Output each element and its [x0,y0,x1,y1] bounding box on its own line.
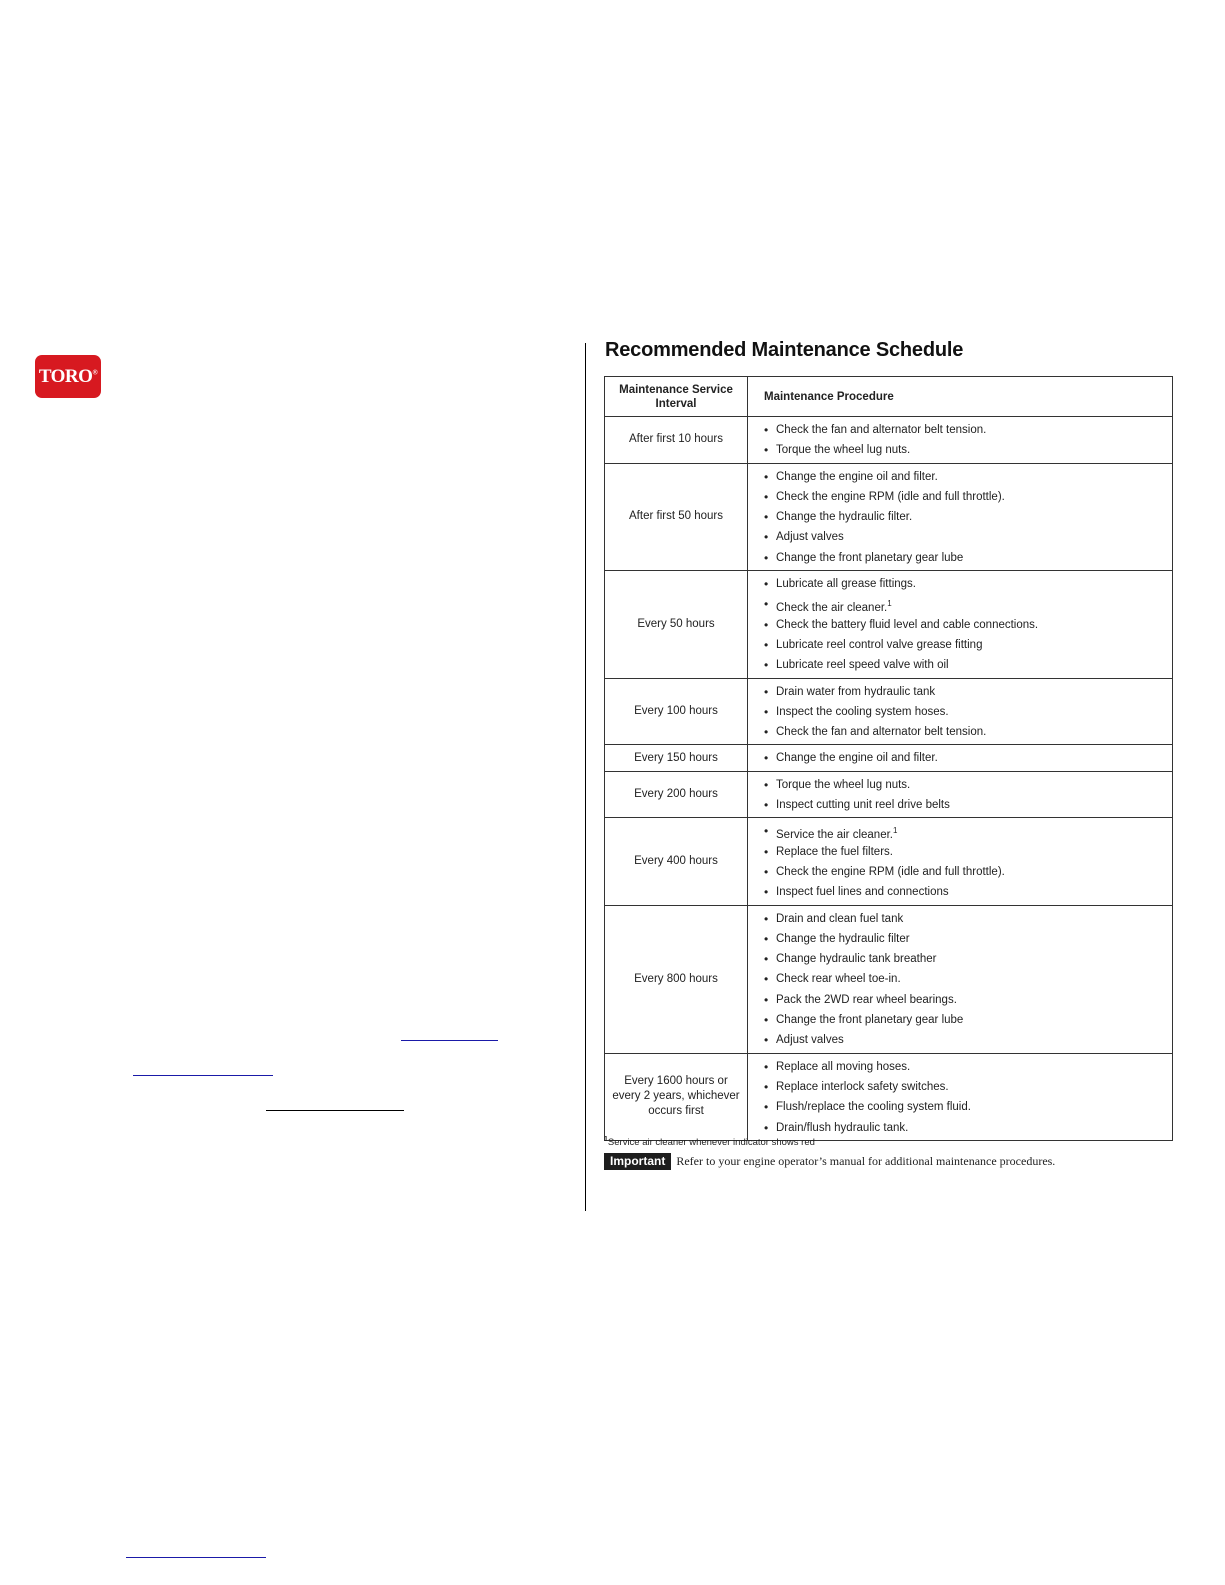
list-item [748,467,1172,487]
interval-cell: Every 200 hours [605,771,748,818]
list-item [748,969,1172,989]
interval-cell: After first 50 hours [605,463,748,570]
procedure-text: Change the hydraulic filter [776,932,910,945]
table-row [605,571,1173,678]
procedure-text: Torque the wheel lug nuts. [776,444,911,457]
list-item [748,1097,1172,1117]
page-title: Recommended Maintenance Schedule [605,339,964,361]
procedure-cell [748,417,1173,464]
procedure-cell [748,905,1173,1053]
interval-cell: Every 150 hours [605,745,748,771]
important-badge: Important [604,1153,671,1170]
procedure-list [748,1057,1172,1138]
procedure-text: Replace interlock safety switches. [776,1080,949,1093]
procedure-text: Drain and clean fuel tank [776,912,904,925]
procedure-list [748,574,1172,675]
list-item [748,487,1172,507]
procedure-text: Drain water from hydraulic tank [776,685,936,698]
procedure-text: Lubricate reel control valve grease fitting [776,638,983,651]
procedure-text: Lubricate all grease fittings. [776,578,916,591]
blank-underline [266,1110,404,1111]
header-procedure: Maintenance Procedure [748,377,1173,417]
list-item [748,615,1172,635]
list-item [748,548,1172,568]
column-divider [585,343,586,1211]
list-item [748,842,1172,862]
list-item [748,1030,1172,1050]
list-item [748,1077,1172,1097]
footnote-ref: 1 [887,599,892,609]
list-item [748,507,1172,527]
procedure-text: Replace all moving hoses. [776,1060,911,1073]
table-row [605,818,1173,905]
footnote-ref: 1 [892,826,898,836]
procedure-text: Change the front planetary gear lube [776,551,964,564]
list-item [748,748,1172,768]
procedure-text: Check the fan and alternator belt tension. [776,424,987,436]
list-item [748,440,1172,460]
procedure-text: Drain/flush hydraulic tank. [776,1121,909,1134]
blank-link-3[interactable] [126,1557,266,1558]
list-item [748,821,1172,841]
procedure-text: Change hydraulic tank breather [776,953,937,966]
procedure-text: Adjust valves [776,531,844,544]
list-item [748,1118,1172,1138]
procedure-text: Inspect cutting unit reel drive belts [776,799,950,812]
table-row [605,745,1173,771]
procedure-cell [748,571,1173,678]
table-header-row [605,377,1173,417]
procedure-cell [748,678,1173,745]
list-item [748,949,1172,969]
list-item [748,655,1172,675]
table-row [605,417,1173,464]
interval-cell: Every 100 hours [605,678,748,745]
procedure-text: Check the battery fluid level and cable connections. [776,618,1039,631]
blank-link-1[interactable] [401,1040,498,1041]
list-item [748,990,1172,1010]
logo-text: TORO® [38,365,98,387]
important-text: Refer to your engine operator’s manual for additional maintenance procedures. [676,1154,1056,1168]
procedure-cell [748,771,1173,818]
interval-cell: After first 10 hours [605,417,748,464]
procedure-text: Check rear wheel toe-in. [776,973,901,986]
list-item [748,795,1172,815]
procedure-list [748,821,1172,902]
procedure-text: Torque the wheel lug nuts. [776,778,911,791]
procedure-text: Adjust valves [776,1034,844,1047]
procedure-text: Service the air cleaner. [776,829,893,842]
interval-cell: Every 1600 hours or every 2 years, whichever occurs first [605,1053,748,1140]
table-row [605,905,1173,1053]
procedure-list [748,775,1172,816]
procedure-cell [748,463,1173,570]
procedure-text: Check the air cleaner. [776,602,888,615]
table-row [605,771,1173,818]
procedure-list [748,420,1172,461]
table-row [605,463,1173,570]
list-item [748,702,1172,722]
procedure-text: Change the engine oil and filter. [776,752,938,765]
blank-link-2[interactable] [133,1075,273,1076]
table-row [605,1053,1173,1140]
procedure-cell [748,818,1173,905]
list-item [748,722,1172,742]
list-item [748,682,1172,702]
list-item [748,527,1172,547]
procedure-text: Check the engine RPM (idle and full throttle). [776,490,1005,503]
list-item [748,909,1172,929]
maintenance-schedule-table [604,376,1173,1141]
procedure-cell [748,1053,1173,1140]
procedure-text: Inspect fuel lines and connections [776,886,949,899]
list-item [748,420,1172,440]
procedure-text: Pack the 2WD rear wheel bearings. [776,993,957,1006]
list-item [748,862,1172,882]
table-row [605,678,1173,745]
interval-cell: Every 50 hours [605,571,748,678]
procedure-list [748,467,1172,568]
procedure-list [748,909,1172,1051]
procedure-cell [748,745,1173,771]
interval-cell: Every 800 hours [605,905,748,1053]
procedure-list [748,748,1172,768]
list-item [748,1010,1172,1030]
list-item [748,882,1172,902]
procedure-text: Change the hydraulic filter. [776,511,913,524]
procedure-text: Flush/replace the cooling system fluid. [776,1101,971,1114]
list-item [748,1057,1172,1077]
important-note [604,1153,1055,1170]
procedure-text: Check the fan and alternator belt tension. [776,726,987,739]
procedure-text: Inspect the cooling system hoses. [776,705,949,718]
procedure-text: Check the engine RPM (idle and full throttle). [776,865,1005,878]
procedure-list [748,682,1172,743]
procedure-text: Lubricate reel speed valve with oil [776,659,949,672]
header-interval: Maintenance Service Interval [605,377,748,417]
list-item [748,775,1172,795]
list-item [748,635,1172,655]
footnote: $^1$Service air cleaner whenever indicator shows red [604,1136,815,1149]
list-item [748,929,1172,949]
interval-cell: Every 400 hours [605,818,748,905]
procedure-text: Replace the fuel filters. [776,845,893,858]
list-item [748,574,1172,594]
toro-logo [35,355,101,398]
list-item [748,594,1172,614]
procedure-text: Change the engine oil and filter. [776,470,938,483]
procedure-text: Change the front planetary gear lube [776,1014,964,1027]
